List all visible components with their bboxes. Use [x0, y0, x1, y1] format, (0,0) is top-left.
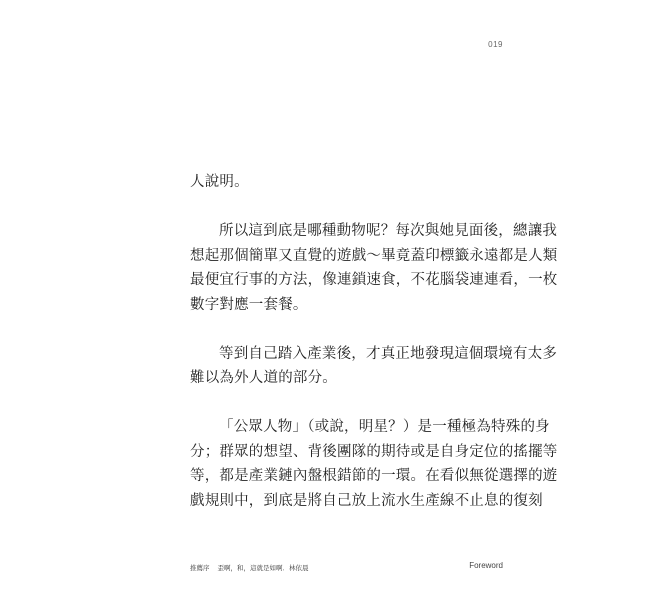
text-line: 數字對應一套餐。 [190, 296, 308, 313]
paragraph-2 [190, 219, 558, 317]
text-line: 「公眾人物」（或說，明星？）是一種極為特殊的身 [219, 419, 550, 435]
body-text [190, 170, 558, 538]
text-line: 所以這到底是哪種動物呢？每次與她見面後，總讓我 [219, 223, 558, 239]
running-footer [190, 563, 309, 572]
text-line: 等，都是產業鏈內盤根錯節的一環。在看似無從選擇的遊 [190, 468, 558, 484]
paragraph-3 [190, 342, 558, 391]
footer-label: Foreword [469, 561, 503, 570]
text-line: 等到自己踏入產業後，才真正地發現這個環境有太多 [219, 345, 558, 362]
text-line: 分；群眾的想望、背後團隊的期待或是自身定位的搖擺等 [190, 443, 558, 460]
text-line: 人說明。 [190, 174, 249, 190]
paragraph-4 [190, 415, 558, 513]
footer-section: 推薦序 [190, 564, 210, 572]
text-line: 難以為外人道的部分。 [190, 370, 337, 386]
text-line: 想起那個簡單又直覺的遊戲～畢竟蓋印標籤永遠都是人類 [190, 247, 558, 264]
page-number: 019 [488, 40, 503, 49]
text-line: 戲規則中，到底是將自己放上流水生產線不止息的復刻 [190, 492, 543, 509]
paragraph-1 [190, 170, 466, 195]
footer-subtitle: 歪啊，和，這就是如啊．林依晨 [217, 564, 309, 572]
text-line: 最便宜行事的方法，像連鎖速食，不花腦袋連連看，一枚 [190, 272, 558, 288]
